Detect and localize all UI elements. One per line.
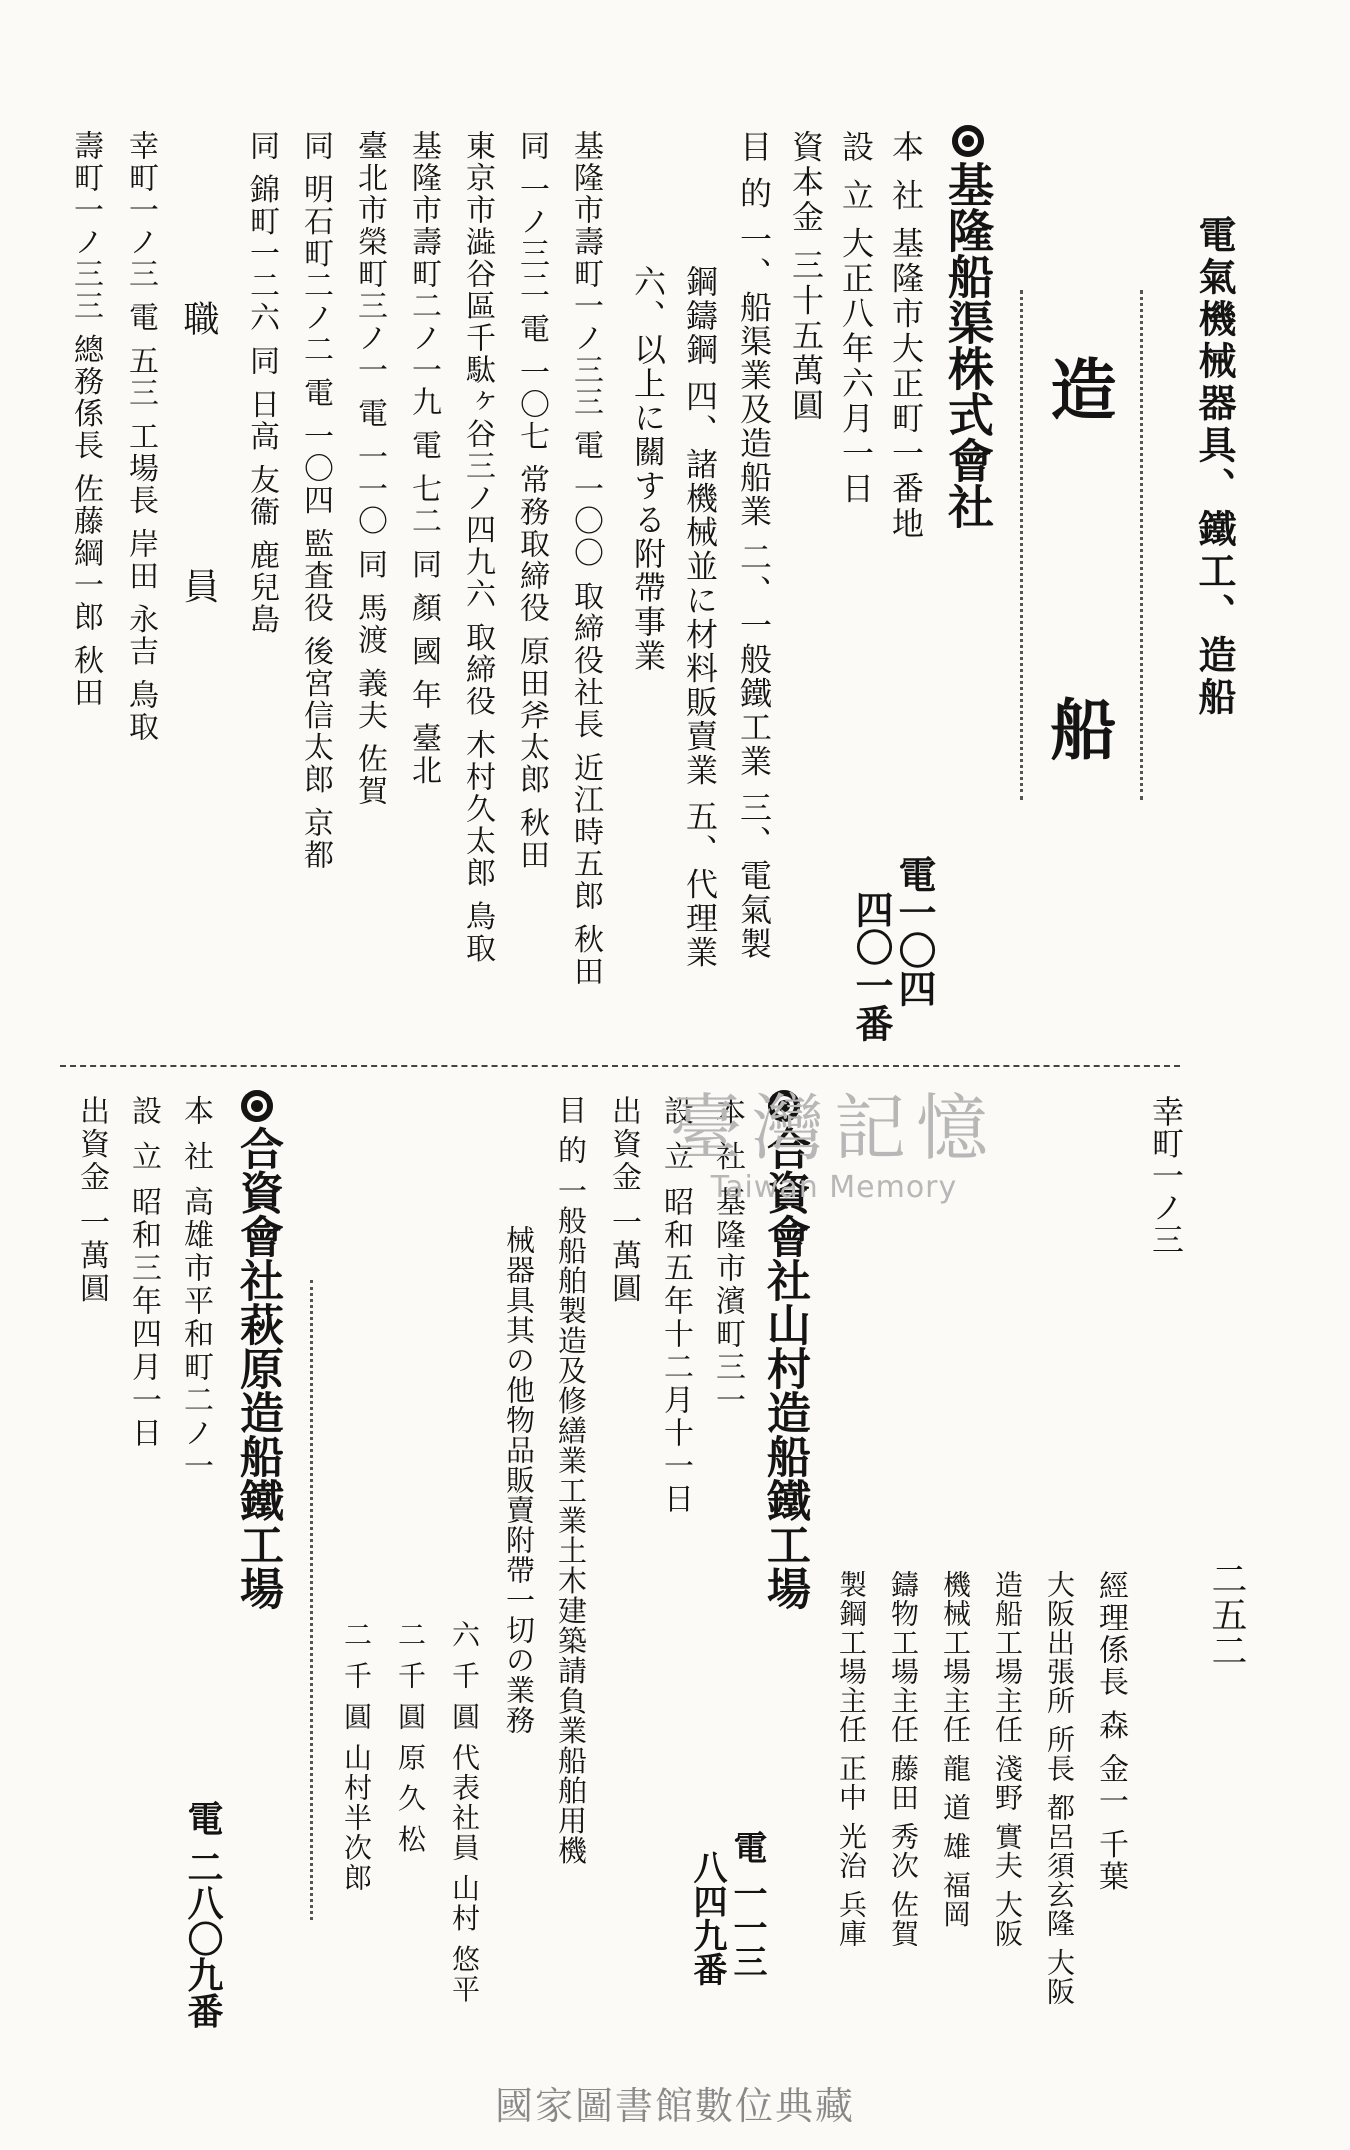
section-title-1: 造 (1039, 355, 1117, 421)
staff-row: 幸町一ノ三 電 五三 工場長 岸田 永吉 鳥取 (123, 130, 158, 744)
company2-member: 二 千 圓 山村半次郎 (340, 1620, 373, 1893)
staff-row: 機械工場主任 龍 道 雄 福岡 (939, 1570, 972, 1929)
company2-tel-2: 八四九番 (687, 1850, 727, 1986)
officer-row: 同 明石町二ノ二 電 一〇四 監査役 後宮信太郎 京都 (298, 130, 333, 872)
company3-row: 出資金 一萬圓 (74, 1095, 109, 1306)
section-border-left (1020, 290, 1023, 800)
staff-row: 壽町一ノ三三 總務係長 佐藤綱一郎 秋田 (68, 130, 103, 709)
company2-row: 設 立 昭和五年十二月十一日 (658, 1095, 693, 1517)
staff-row: 造船工場主任 淺野 實夫 大阪 (991, 1570, 1024, 1948)
company3-row: 設 立 昭和三年四月一日 (126, 1095, 161, 1451)
company3-tel: 電 二八〇九番 (182, 1800, 224, 2029)
officer-row: 基隆市壽町一ノ三三 電 一〇〇 取締役社長 近江時五郎 秋田 (568, 130, 603, 988)
company2-member: 二 千 圓 原 久 松 (394, 1620, 427, 1855)
watermark (670, 1070, 998, 1205)
officer-row: 同 一ノ三二 電 一〇七 常務取締役 原田斧太郎 秋田 (514, 130, 549, 872)
officer-row: 東京市澁谷區千駄ヶ谷三ノ四九六 取締役 木村久太郎 鳥取 (460, 130, 495, 965)
watermark-title: 臺灣記憶 (670, 1086, 999, 1170)
company1-tel: 電一〇四 (892, 855, 937, 1007)
company1-row-head-office: 本 社 基隆市大正町一番地 (887, 130, 925, 542)
section-title-2: 船 (1039, 695, 1117, 761)
officer-row: 同 錦町一二六 同 日高 友衞 鹿兒島 (244, 130, 279, 636)
officer-row: 基隆市壽町二ノ一九 電 七二 同 顏 國 年 臺北 (406, 130, 441, 787)
footer: 國家圖書館數位典藏 (494, 2084, 855, 2128)
category-heading: 電氣機械器具、鐵工、造船 (1192, 215, 1237, 719)
officer-row: 臺北市榮町三ノ一 電 一一〇 同 馬渡 義夫 佐賀 (352, 130, 387, 808)
staff-row: 幸町一ノ三 (1147, 1095, 1185, 1255)
bullet-icon (952, 125, 984, 157)
company1-row-purpose-2: 鋼鑄鋼 四、諸機械並に材料販賣業 五、代理業 (681, 265, 719, 970)
company1-name: 基隆船渠株式會社 (945, 125, 991, 529)
company2-member: 六 千 圓 代表社員 山村 悠平 (448, 1620, 481, 2005)
staff-row: 經理係長 森 金一 千葉 (1093, 1570, 1128, 1893)
company1-row-purpose-3: 六、以上に關する附帶事業 (629, 265, 667, 673)
company2-row: 出資金 一萬圓 (606, 1095, 641, 1306)
bullet-icon (241, 1090, 273, 1122)
company2-row: 械器具其の他物品販賣附帶一切の業務 (502, 1225, 536, 1735)
company1-tel-2: 四〇一番 (849, 890, 894, 1042)
section-border-right (1140, 290, 1143, 800)
company3-row: 本 社 高雄市平和町二ノ一 (178, 1095, 213, 1484)
company2-row: 目 的 一般船舶製造及修繕業工業土木建築請負業船舶用機 (554, 1095, 588, 1866)
staff-heading: 職 員 (178, 300, 219, 714)
company2-row: 本 社 基隆市濱町三一 (710, 1095, 745, 1418)
company3-name: 合資會社萩原造船鐵工場 (235, 1090, 279, 1610)
company1-row-capital: 資本金 三十五萬圓 (787, 130, 825, 424)
company1-row-founded: 設 立 大正八年六月一日 (837, 130, 875, 507)
staff-row: 鑄物工場主任 藤田 秀次 佐賀 (887, 1570, 920, 1948)
staff-row: 製鋼工場主任 正中 光治 兵庫 (835, 1570, 868, 1948)
separator (310, 1280, 313, 1920)
company1-row-purpose: 目 的 一、船渠業及造船業 二、一般鐵工業 三、電氣製 (735, 130, 773, 961)
company2-name: 合資會社山村造船鐵工場 (762, 1090, 806, 1610)
divider (60, 1065, 1180, 1067)
watermark-subtitle: Taiwan Memory (710, 1170, 958, 1205)
staff-row: 大阪出張所 所長 都呂須玄隆 大阪 (1043, 1570, 1076, 2006)
page-number: 二五二 (1206, 1560, 1247, 1668)
company2-tel: 電 一一三 (727, 1830, 767, 1978)
